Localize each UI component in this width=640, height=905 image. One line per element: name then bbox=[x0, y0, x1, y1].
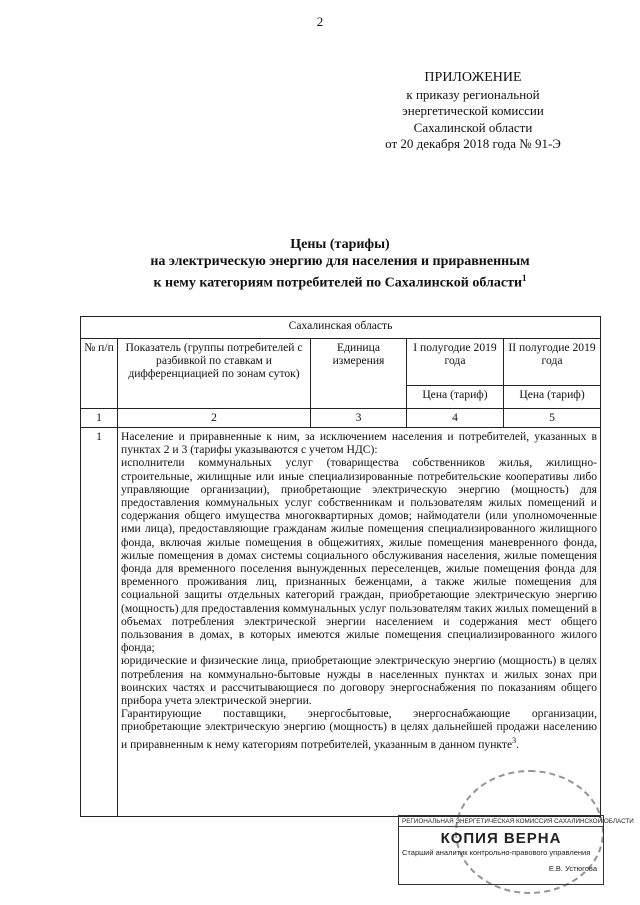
row-number: 1 bbox=[81, 428, 118, 817]
table-row bbox=[81, 428, 601, 817]
row-paragraph-1: Население и приравненные к ним, за исключением населения и потребителей, указанных в пунктах 2 и 3 (тарифы указываются с учетом НДС): bbox=[121, 430, 598, 457]
row-paragraph-4-end: . bbox=[516, 737, 520, 751]
page-number: 2 bbox=[316, 14, 324, 29]
region-row bbox=[81, 317, 601, 339]
column-number: 3 bbox=[311, 409, 407, 428]
region-cell: Сахалинская область bbox=[81, 317, 601, 339]
title-footnote-mark: 1 bbox=[522, 273, 527, 283]
header-num: № п/п bbox=[81, 339, 118, 409]
appendix-line-3: Сахалинской области bbox=[413, 119, 533, 135]
title-line-3 bbox=[80, 270, 600, 292]
column-numbers-row bbox=[81, 409, 601, 428]
certification-stamp bbox=[398, 815, 634, 885]
certification-title: КОПИЯ ВЕРНА bbox=[440, 830, 562, 847]
certification-org: РЕГИОНАЛЬНАЯ ЭНЕРГЕТИЧЕСКАЯ КОМИССИЯ САХАЛИНСКОЙ ОБЛАСТИ bbox=[399, 816, 603, 827]
column-number: 2 bbox=[118, 409, 311, 428]
tariff-table bbox=[80, 316, 601, 817]
header-price-2: Цена (тариф) bbox=[504, 386, 601, 409]
title-line-2: на электрическую энергию для населения и приравненным bbox=[150, 254, 530, 269]
column-number: 5 bbox=[504, 409, 601, 428]
column-number: 1 bbox=[81, 409, 118, 428]
header-row bbox=[81, 339, 601, 386]
row-description bbox=[118, 428, 601, 817]
appendix-line-4: от 20 декабря 2018 года № 91-Э bbox=[385, 136, 561, 151]
row-footnote-mark: 3 bbox=[512, 735, 517, 745]
appendix-line-1: к приказу региональной bbox=[406, 86, 540, 102]
header-price-1: Цена (тариф) bbox=[407, 386, 504, 409]
header-first-half: I полугодие 2019 года bbox=[407, 339, 504, 386]
header-indicator: Показатель (группы потребителей с разбивкой по ставкам и дифференциацией по зонам суток) bbox=[118, 339, 311, 409]
appendix-heading: ПРИЛОЖЕНИЕ bbox=[424, 70, 522, 85]
certification-position: Старший аналитик контрольно-правового управления bbox=[402, 848, 591, 857]
certification-name: Е.В. Устюгова bbox=[548, 864, 597, 873]
document-title bbox=[80, 236, 600, 292]
appendix-line-2: энергетической комиссии bbox=[402, 103, 544, 118]
title-line-3-text: к нему категориям потребителей по Сахалинской области bbox=[153, 275, 523, 291]
column-number: 4 bbox=[407, 409, 504, 428]
row-paragraph-4 bbox=[121, 707, 597, 750]
header-second-half: II полугодие 2019 года bbox=[504, 339, 601, 386]
title-line-1: Цены (тарифы) bbox=[290, 237, 390, 252]
row-paragraph-2: исполнители коммунальных услуг (товарищества собственников жилья, жилищно-строительные, жилищные или иные специализированные потребительские кооперативы либо управляющие организации), приобретающие электрическую энергию (мощность) для предоставления коммунальных услуг собственникам и пользователям жилых помещений и содержания общего имущества многоквартирных домов; наймодатели (или уполномоченные ими лица), предоставляющие гражданам жилые помещения специализированного жилищного фонда, включая жилые помещения в общежитиях, жилые помещения маневренного фонда, жилые помещения в домах системы социального обслуживания населения, жилые помещения фонда для временного поселения вынужденных переселенцев, жилые помещения фонда для временного проживания лиц, признанных беженцами, а также жилые помещения для социальной защиты отдельных категорий граждан, приобретающие электрическую энергию (мощность) для предоставления коммунальных услуг пользователям таких жилых помещений в объемах потребления электрической энергии населением и содержания мест общего пользования в домах, в которых имеются жилые помещения специализированного жилого фонда; bbox=[121, 456, 598, 655]
appendix-block bbox=[348, 70, 598, 153]
header-unit: Единица измерения bbox=[311, 339, 407, 409]
row-paragraph-4-text: Гарантирующие поставщики, энергосбытовые, энергоснабжающие организации, приобретающие электрическую энергию (мощность) в целях дальнейшей продажи населению и приравненным к нему категориям потребителей, указанным в данном пункте bbox=[121, 707, 598, 751]
row-paragraph-3: юридические и физические лица, приобретающие электрическую энергию (мощность) в целях потребления на коммунально-бытовые нужды в населенных пунктах и жилых зонах при воинских частях и рассчитывающиеся по договору энергоснабжения по показаниям общего прибора учета электрической энергии. bbox=[121, 654, 598, 708]
